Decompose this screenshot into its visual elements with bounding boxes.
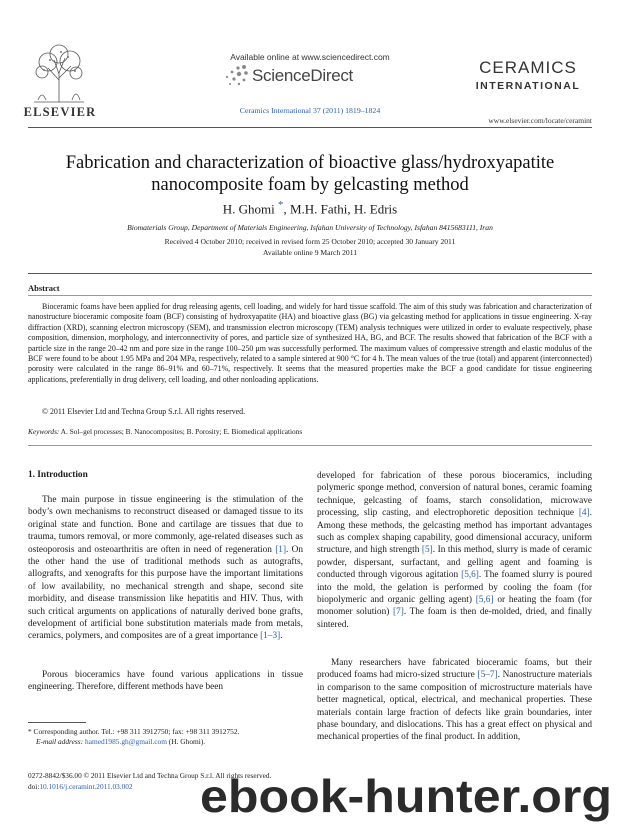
- section-heading-introduction: 1. Introduction: [28, 470, 88, 480]
- article-title-line-2: nanocomposite foam by gelcasting method: [151, 175, 469, 195]
- article-title: [50, 152, 570, 196]
- issn-line: 0272-8842/$36.00 © 2011 Elsevier Ltd and Techna Group S.r.l. All rights reserved.: [28, 771, 272, 780]
- article-title-line-1: Fabrication and characterization of bioactive glass/hydroxyapatite: [65, 153, 555, 173]
- paragraph-text: . Nanostructure materials in comparison to the same composition of microstructure materials have better magnetical, optical, electrical, and mechanical properties. These materials contain large fraction of defects like grain boundaries, inter phase boundary, and dislocations. This has a great effect on physical and mechanical properties of the final product. In addition,: [317, 670, 592, 743]
- citation-link[interactable]: [1]: [275, 544, 287, 555]
- paragraph-text: . The foam is then de-molded, dried, and finally sintered.: [317, 607, 592, 630]
- paragraph-text: Many researchers have fabricated bioceramic foams, but their produced foams had micro-sized structure: [317, 658, 592, 681]
- affiliation: Biomaterials Group, Department of Materials Engineering, Isfahan University of Technology, Isfahan 8415683111, Iran: [127, 223, 493, 232]
- paragraph-text: . In this method, slurry is made of ceramic powder, dispersant, surfactant, and gelling agent and foaming is conducted through vigorous agitation: [317, 545, 592, 581]
- corresponding-author-note: [28, 727, 303, 736]
- journal-name-line-2: INTERNATIONAL: [475, 80, 581, 92]
- available-online-date: Available online 9 March 2011: [262, 248, 358, 257]
- paragraph-text: . The foamed slurry is poured into the mold, the gelation is performed by cooling the foam (for biopolymeric and organic gelling agent): [317, 570, 592, 606]
- email-owner: (H. Ghomi).: [166, 737, 206, 746]
- article-history: Received 4 October 2010; received in revised form 25 October 2010; accepted 30 January 2011: [164, 237, 456, 246]
- author-others: , M.H. Fathi, H. Edris: [283, 201, 398, 217]
- sciencedirect-dots-icon: [222, 63, 250, 89]
- footnote-contact: Corresponding author. Tel.: +98 311 3912750; fax: +98 311 3912752.: [31, 727, 240, 736]
- paragraph-text: The main purpose in tissue engineering is the stimulation of the body’s own mechanisms to reconstruct diseased or damaged tissue to its original state and function. Bone and cartilage are tissues that due to trauma, tumors removal, or more commonly, age-related diseases such as osteoporosis and osteoarthritis are often in need of regeneration: [28, 495, 303, 555]
- citation-link[interactable]: [5,6]: [461, 570, 479, 581]
- keywords-label: Keywords:: [28, 427, 60, 436]
- keywords-list: A. Sol–gel processes; B. Nanocomposites; B. Porosity; E. Biomedical applications: [59, 427, 303, 436]
- watermark: [196, 768, 616, 824]
- author-first: H. Ghomi: [222, 201, 275, 217]
- header-divider: [28, 127, 592, 128]
- paragraph-text: . On the other hand the use of traditional methods such as autografts, allografts, and xenografts for this purpose have the important limitations of low availability, no mechanical strength and shape, second site morbidity, and disease transmission like hepatitis and HIV. Thus, with such critical arguments on applications of naturally derived bone grafts, development of artificial bone substitution materials made from metals, ceramics, polymers, and composites are of a great importance: [28, 544, 303, 642]
- watermark-text: ebook-hunter.org: [200, 770, 612, 822]
- citation-link[interactable]: [1–3]: [260, 631, 281, 642]
- citation-link[interactable]: [5–7]: [477, 670, 498, 681]
- paragraph-text: .: [280, 631, 283, 642]
- abstract-divider: [28, 295, 592, 296]
- paragraph-text: or heating the foam (for monomer solution): [317, 595, 592, 618]
- sciencedirect-wordmark: ScienceDirect: [252, 66, 353, 85]
- footnote-divider: [28, 722, 86, 723]
- keywords: [28, 427, 592, 436]
- elsevier-tree-logo: [28, 42, 90, 104]
- corresponding-author-mark[interactable]: *: [278, 199, 284, 211]
- available-online-note: Available online at www.sciencedirect.com: [230, 52, 390, 62]
- abstract-text: Bioceramic foams have been applied for drug releasing agents, cell loading, and widely for hard tissue scaffold. The aim of this study was fabrication and characterization of nanostructure bioceramic composite foam (BCF) consisting of hydroxyapatite (HA) and bioactive glass (BG) via gelcasting method for applications in tissue engineering. X-ray diffraction (XRD), scanning electron microscopy (SEM), and transmission electron microscopy (TEM) analysis techniques were utilized in order to evaluate respectively, phase composition, dimension, morphology, and interconnectivity of pores, and particle size of synthesized HA, BG, and BCF. The results showed that fabrication of the BCF with a particle size in the range 20–42 nm and pore size in the range 100–250 μm was successfully performed. The maximum values of compressive strength and elastic modulus of the BCF were found to be about 1.95 MPa and 204 MPa, respectively, related to a sample sintered at 900 °C for 4 h. The mean values of the true (total) and apparent (interconnected) porosity were calculated in the range 86–91% and 60–71%, respectively. It seems that the measured properties make the BCF a good candidate for tissue engineering applications, preferentially in drug delivery, cell loading, and other nonloading applications.: [28, 302, 592, 384]
- citation-link[interactable]: [7]: [392, 607, 404, 618]
- citation-link[interactable]: [5,6]: [475, 595, 494, 606]
- doi-label: doi:: [28, 782, 40, 791]
- title-divider: [28, 273, 592, 274]
- paragraph-text: . Among these methods, the gelcasting method has important advantages such as complex shaping capability, good dimensional accuracy, uniform structure, and high strength: [317, 508, 592, 556]
- publisher-name: ELSEVIER: [23, 105, 97, 119]
- abstract-heading: Abstract: [28, 283, 60, 293]
- journal-name-line-1: CERAMICS: [479, 58, 577, 77]
- citation-link[interactable]: [5]: [421, 545, 433, 556]
- abstract-copyright: © 2011 Elsevier Ltd and Techna Group S.r.l. All rights reserved.: [42, 407, 246, 416]
- intro-paragraph-3: [317, 657, 592, 744]
- email-link[interactable]: hamed1985.gh@gmail.com: [85, 737, 167, 746]
- citation-link[interactable]: [4]: [578, 508, 590, 519]
- body-divider: [28, 445, 592, 446]
- intro-paragraph-2: Porous bioceramics have found various applications in tissue engineering. Therefore, different methods have been: [28, 670, 303, 693]
- journal-reference-link[interactable]: Ceramics International 37 (2011) 1819–1824: [239, 106, 381, 115]
- email-label: E-mail address:: [36, 737, 84, 746]
- doi-link[interactable]: 10.1016/j.ceramint.2011.03.002: [39, 782, 133, 791]
- intro-paragraph-2-continued: [317, 470, 592, 631]
- email-note: [36, 737, 311, 746]
- author-list: [50, 199, 570, 217]
- paragraph-text: developed for fabrication of these porous bioceramics, including polymeric sponge method, conversion of natural bones, ceramic foaming technique, gelcasting of foams, starch consolidation, microwave processing, slip casting, and electrophoretic deposition technique: [317, 471, 592, 519]
- journal-website: www.elsevier.com/locate/ceramint: [488, 116, 592, 125]
- footnote-mark: *: [28, 727, 32, 736]
- intro-paragraph-1: [28, 494, 303, 643]
